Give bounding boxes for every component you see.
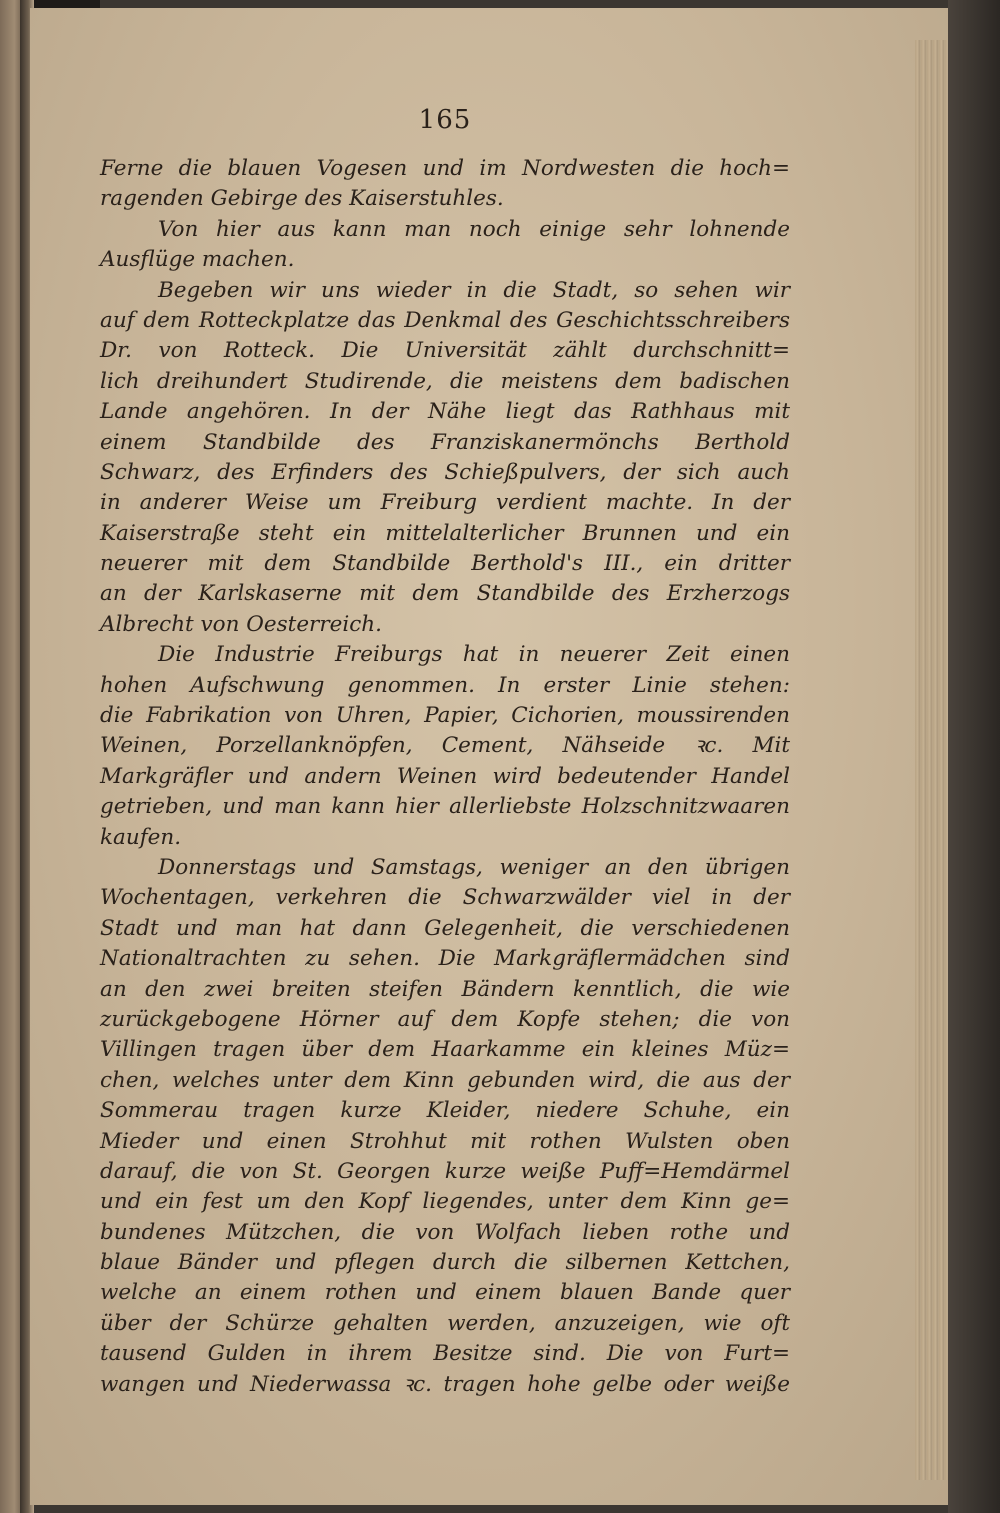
text-line: die Fabrikation von Uhren, Papier, Cichorien, moussirenden <box>100 703 790 729</box>
text-line: kaufen. <box>100 824 182 850</box>
text-line: ragenden Gebirge des Kaiserstuhles. <box>100 186 504 212</box>
text-line: Begeben wir uns wieder in die Stadt, so sehen wir <box>158 277 790 303</box>
text-line: zurückgebogene Hörner auf dem Kopfe stehen; die von <box>100 1006 790 1032</box>
text-line: neuerer mit dem Standbilde Berthold's III., ein dritter <box>100 551 790 577</box>
text-line: auf dem Rotteckplatze das Denkmal des Geschichtsschreibers <box>100 307 790 333</box>
text-line: Mieder und einen Strohhut mit rothen Wulsten oben <box>100 1128 790 1154</box>
text-line: Markgräfler und andern Weinen wird bedeutender Handel <box>100 763 790 789</box>
text-line: Donnerstags und Samstags, weniger an den übrigen <box>158 854 790 880</box>
text-line: Stadt und man hat dann Gelegenheit, die verschiedenen <box>100 915 790 941</box>
page-number: 165 <box>418 105 472 135</box>
text-line: Kaiserstraße steht ein mittelalterlicher Brunnen und ein <box>100 520 790 546</box>
page-stack-edge <box>915 40 947 1480</box>
text-line: Schwarz, des Erfinders des Schießpulvers, der sich auch <box>100 459 790 485</box>
text-line: bundenes Mützchen, die von Wolfach lieben rothe und <box>100 1219 790 1245</box>
text-line: tausend Gulden in ihrem Besitze sind. Die von Furt= <box>100 1341 790 1367</box>
text-line: Albrecht von Oesterreich. <box>100 611 382 637</box>
text-line: Dr. von Rotteck. Die Universität zählt durchschnitt= <box>100 338 790 364</box>
text-line: blaue Bänder und pflegen durch die silbernen Kettchen, <box>100 1250 790 1276</box>
text-line: Nationaltrachten zu sehen. Die Markgräflermädchen sind <box>100 946 790 972</box>
text-line: Ausflüge machen. <box>100 247 295 273</box>
text-line: lich dreihundert Studirende, die meistens dem badischen <box>100 368 790 394</box>
text-line: und ein fest um den Kopf liegendes, unter dem Kinn ge= <box>100 1189 790 1215</box>
text-line: getrieben, und man kann hier allerliebste Holzschnitzwaaren <box>100 794 790 820</box>
text-line: an den zwei breiten steifen Bändern kenntlich, die wie <box>100 976 790 1002</box>
text-line: hohen Aufschwung genommen. In erster Linie stehen: <box>100 672 790 698</box>
text-line: Ferne die blauen Vogesen und im Nordwesten die hoch= <box>100 156 790 181</box>
text-line: welche an einem rothen und einem blauen Bande quer <box>100 1280 790 1306</box>
text-line: darauf, die von St. Georgen kurze weiße Puff=Hemdärmel <box>100 1158 790 1184</box>
text-line: Von hier aus kann man noch einige sehr lohnende <box>158 216 790 242</box>
body-text <box>100 154 790 1400</box>
text-line: in anderer Weise um Freiburg verdient machte. In der <box>100 490 790 516</box>
text-line: Villingen tragen über dem Haarkamme ein kleines Müz= <box>100 1037 790 1063</box>
page-text-block <box>100 100 790 1400</box>
text-line: über der Schürze gehalten werden, anzuzeigen, wie oft <box>100 1310 790 1336</box>
text-line: einem Standbilde des Franziskanermönchs Berthold <box>100 429 790 455</box>
text-line: Die Industrie Freiburgs hat in neuerer Zeit einen <box>158 642 790 668</box>
text-line: Lande angehören. In der Nähe liegt das Rathhaus mit <box>100 399 790 425</box>
text-line: Sommerau tragen kurze Kleider, niedere Schuhe, ein <box>100 1098 790 1124</box>
text-line: Weinen, Porzellanknöpfen, Cement, Nähseide ꝛc. Mit <box>100 733 790 759</box>
text-line: an der Karlskaserne mit dem Standbilde des Erzherzogs <box>100 581 790 607</box>
text-line: wangen und Niederwassa ꝛc. tragen hohe gelbe oder weiße <box>100 1371 790 1397</box>
text-line: Wochentagen, verkehren die Schwarzwälder viel in der <box>100 885 790 911</box>
book-cover-edge <box>948 0 1000 1513</box>
text-line: chen, welches unter dem Kinn gebunden wird, die aus der <box>100 1067 790 1093</box>
